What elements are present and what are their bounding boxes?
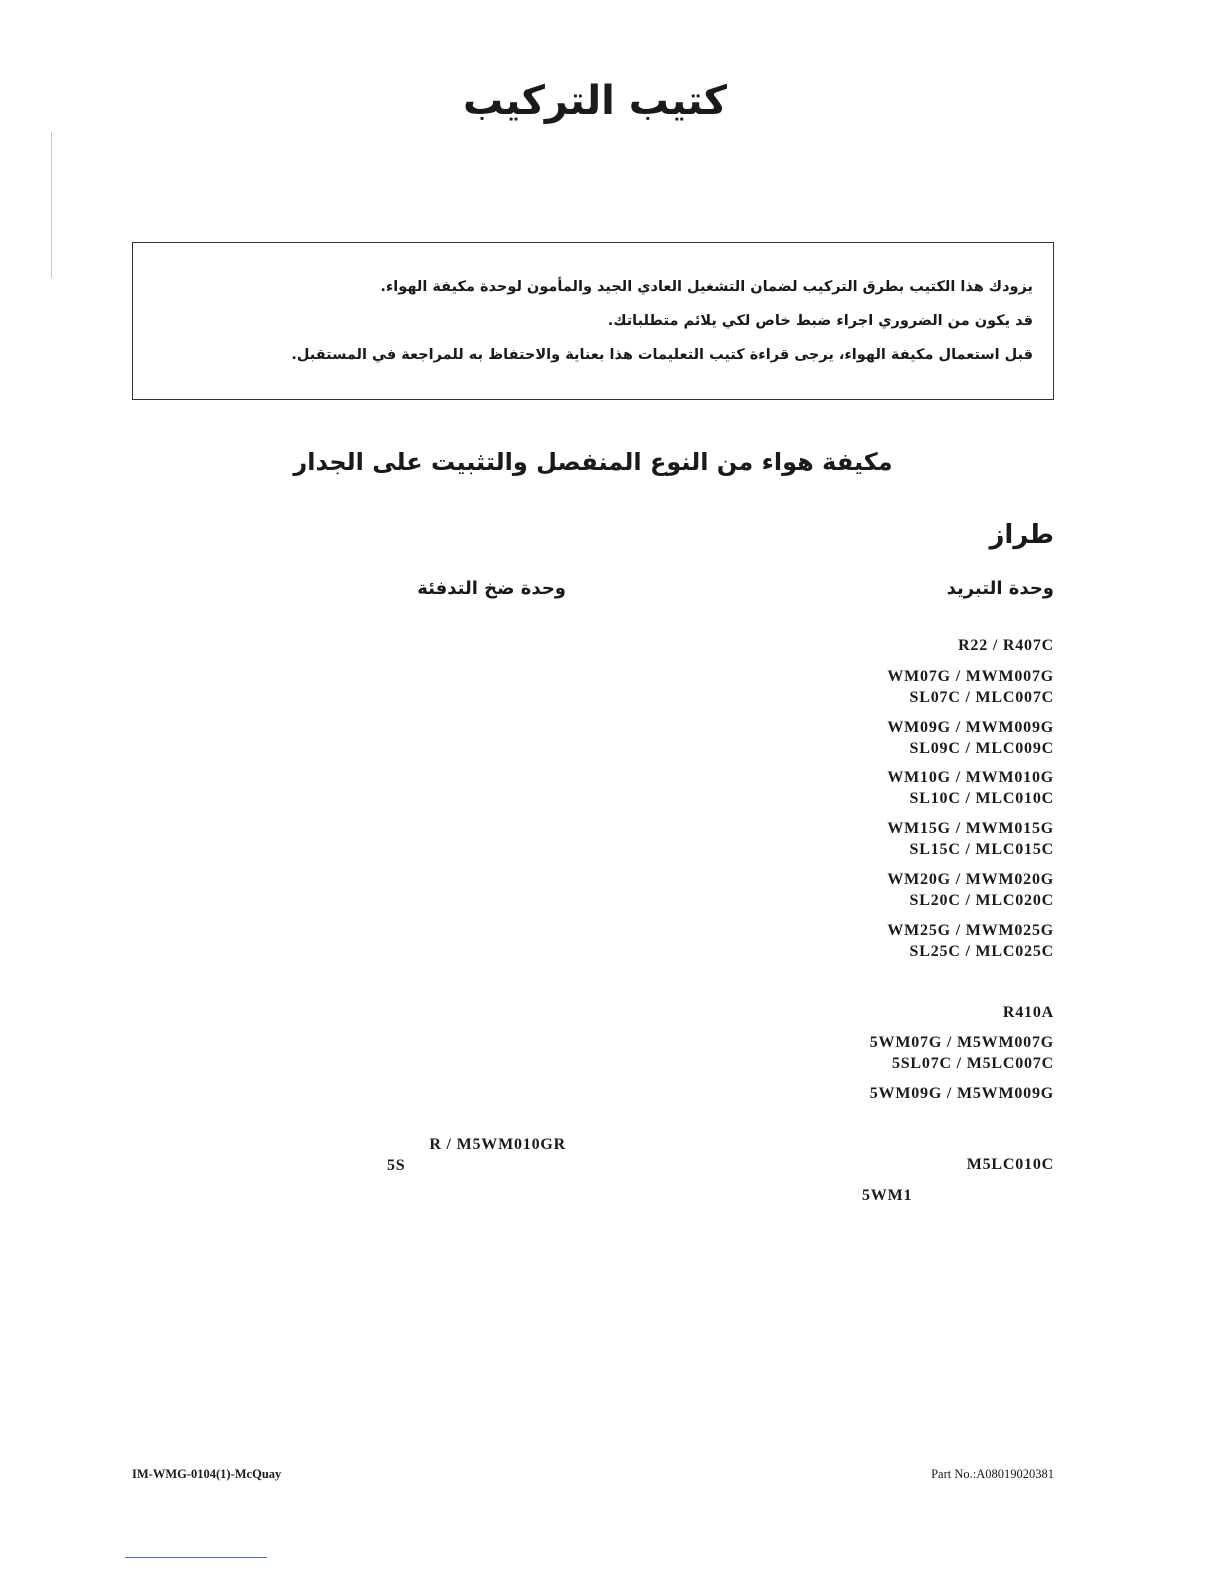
- footnote-rule: [125, 1557, 267, 1558]
- model-group: [887, 870, 1054, 911]
- model-fragment-left-2: 5S: [387, 1157, 406, 1174]
- column-heading-cooling: وحدة التبريد: [946, 578, 1054, 599]
- page-title: كتيب التركيب: [462, 78, 728, 124]
- model-wm: WM10G / MWM010G: [887, 769, 1054, 786]
- model-heading: طراز: [989, 520, 1054, 550]
- notice-line-3: قبل استعمال مكيفة الهواء، يرجى قراءة كتيب التعليمات هذا بعناية والاحتفاظ به للمراجعة في المستقبل.: [291, 347, 1033, 363]
- model-group: [887, 718, 1054, 759]
- notice-line-1: يزودك هذا الكتيب بطرق التركيب لضمان التشغيل العادي الجيد والمأمون لوحدة مكيفة الهواء.: [380, 279, 1033, 295]
- model-wm: WM20G / MWM020G: [887, 871, 1054, 888]
- model-sl: SL10C / MLC010C: [909, 789, 1054, 807]
- notice-box: [132, 242, 1054, 400]
- model-wm: WM25G / MWM025G: [887, 922, 1054, 939]
- model-group: [870, 1033, 1054, 1074]
- model-wm: 5WM09G / M5WM009G: [869, 1085, 1054, 1102]
- refrigerant-label-r410a: R410A: [1002, 1004, 1054, 1021]
- model-fragment-right: M5LC010C: [966, 1156, 1054, 1173]
- model-wm: 5WM07G / M5WM007G: [869, 1034, 1054, 1051]
- model-sl: SL20C / MLC020C: [909, 891, 1054, 909]
- model-group: [887, 921, 1054, 962]
- model-sl: 5SL07C / M5LC007C: [891, 1054, 1054, 1072]
- model-wm: WM07G / MWM007G: [887, 668, 1054, 685]
- model-group: [887, 667, 1054, 708]
- model-wm: WM15G / MWM015G: [887, 820, 1054, 837]
- model-fragment-right-2: 5WM1: [862, 1187, 913, 1204]
- model-group: [887, 768, 1054, 809]
- margin-line: [51, 132, 52, 278]
- document-code: IM-WMG-0104(1)-McQuay: [132, 1467, 282, 1481]
- model-sl: SL15C / MLC015C: [909, 840, 1054, 858]
- refrigerant-label-r22: R22 / R407C: [958, 637, 1054, 654]
- model-sl: SL07C / MLC007C: [909, 688, 1054, 706]
- model-fragment-left: R / M5WM010GR: [429, 1136, 566, 1153]
- notice-line-2: قد يكون من الضروري اجراء ضبط خاص لكي يلائم متطلباتك.: [607, 313, 1033, 329]
- model-wm: WM09G / MWM009G: [887, 719, 1054, 736]
- model-sl: SL25C / MLC025C: [909, 942, 1054, 960]
- product-subtitle: مكيفة هواء من النوع المنفصل والتثبيت على الجدار: [293, 448, 893, 476]
- model-sl: SL09C / MLC009C: [909, 739, 1054, 757]
- column-heading-heatpump: وحدة ضخ التدفئة: [417, 578, 566, 599]
- model-group: [887, 819, 1054, 860]
- part-number: Part No.:A08019020381: [931, 1467, 1054, 1481]
